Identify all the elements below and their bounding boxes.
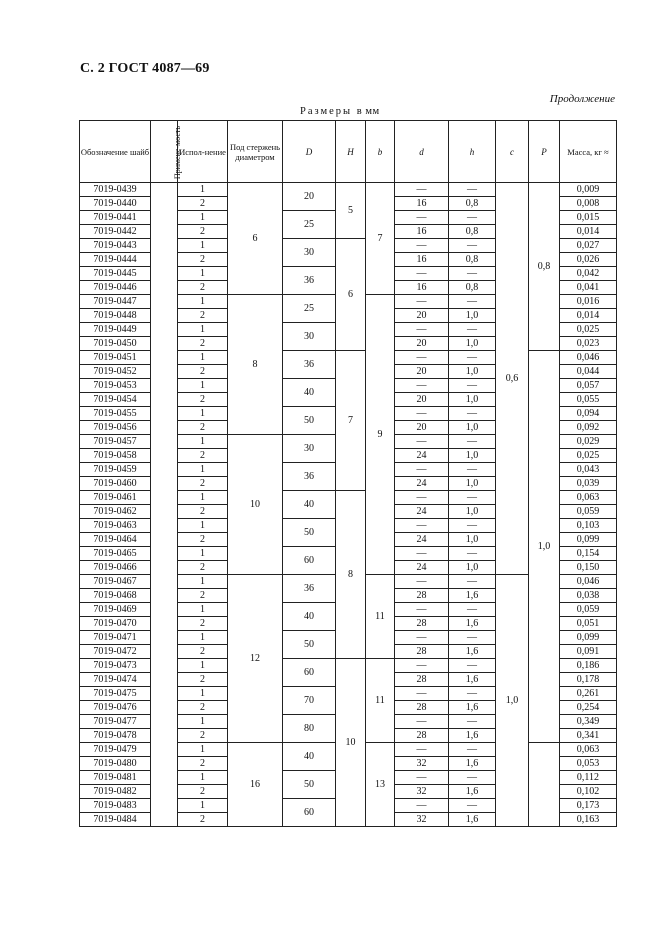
cell-mass: 0,041: [560, 281, 617, 295]
cell-version: 1: [178, 491, 228, 505]
cell-designation: 7019-0475: [80, 687, 151, 701]
cell-h: —: [449, 323, 496, 337]
cell-version: 1: [178, 379, 228, 393]
cell-designation: 7019-0440: [80, 197, 151, 211]
cell-version: 2: [178, 309, 228, 323]
cell-mass: 0,163: [560, 813, 617, 827]
cell-version: 2: [178, 701, 228, 715]
cell-h: 1,0: [449, 337, 496, 351]
cell-d: —: [395, 407, 449, 421]
cell-h: 1,0: [449, 365, 496, 379]
cell-designation: 7019-0449: [80, 323, 151, 337]
cell-version: 2: [178, 393, 228, 407]
cell-D: 50: [283, 771, 336, 799]
cell-version: 2: [178, 785, 228, 799]
cell-h: —: [449, 631, 496, 645]
cell-mass: 0,059: [560, 603, 617, 617]
cell-h: 1,0: [449, 309, 496, 323]
cell-version: 1: [178, 295, 228, 309]
cell-h: —: [449, 575, 496, 589]
cell-h: —: [449, 603, 496, 617]
cell-D: 70: [283, 687, 336, 715]
cell-d: —: [395, 603, 449, 617]
cell-H: 10: [336, 659, 366, 827]
cell-designation: 7019-0445: [80, 267, 151, 281]
cell-version: 1: [178, 463, 228, 477]
cell-d: —: [395, 519, 449, 533]
cell-d: 28: [395, 589, 449, 603]
cell-version: 2: [178, 197, 228, 211]
cell-designation: 7019-0466: [80, 561, 151, 575]
cell-d: —: [395, 267, 449, 281]
cell-mass: 0,025: [560, 323, 617, 337]
cell-rod-diameter: 12: [228, 575, 283, 743]
cell-designation: 7019-0467: [80, 575, 151, 589]
cell-P: 0,8: [529, 183, 560, 351]
cell-d: —: [395, 631, 449, 645]
cell-D: 60: [283, 659, 336, 687]
cell-d: 28: [395, 673, 449, 687]
cell-version: 2: [178, 673, 228, 687]
cell-mass: 0,026: [560, 253, 617, 267]
cell-mass: 0,063: [560, 743, 617, 757]
cell-h: —: [449, 267, 496, 281]
cell-mass: 0,053: [560, 757, 617, 771]
cell-h: 1,6: [449, 757, 496, 771]
cell-d: 28: [395, 701, 449, 715]
cell-designation: 7019-0482: [80, 785, 151, 799]
cell-version: 2: [178, 337, 228, 351]
cell-h: 1,0: [449, 421, 496, 435]
cell-d: 20: [395, 421, 449, 435]
page-title: С. 2 ГОСТ 4087—69: [80, 61, 210, 76]
cell-version: 2: [178, 561, 228, 575]
cell-D: 40: [283, 603, 336, 631]
cell-mass: 0,039: [560, 477, 617, 491]
cell-mass: 0,029: [560, 435, 617, 449]
cell-d: —: [395, 183, 449, 197]
cell-h: —: [449, 295, 496, 309]
cell-version: 1: [178, 351, 228, 365]
cell-designation: 7019-0469: [80, 603, 151, 617]
cell-d: 20: [395, 309, 449, 323]
cell-d: —: [395, 799, 449, 813]
cell-designation: 7019-0474: [80, 673, 151, 687]
cell-designation: 7019-0444: [80, 253, 151, 267]
cell-D: 36: [283, 267, 336, 295]
cell-D: 50: [283, 519, 336, 547]
column-D: D: [283, 121, 336, 183]
cell-designation: 7019-0447: [80, 295, 151, 309]
cell-designation: 7019-0472: [80, 645, 151, 659]
cell-mass: 0,043: [560, 463, 617, 477]
cell-D: 40: [283, 491, 336, 519]
cell-mass: 0,178: [560, 673, 617, 687]
cell-h: 1,6: [449, 813, 496, 827]
cell-h: 1,0: [449, 533, 496, 547]
cell-version: 2: [178, 533, 228, 547]
cell-d: 20: [395, 365, 449, 379]
cell-d: 24: [395, 449, 449, 463]
cell-mass: 0,063: [560, 491, 617, 505]
cell-designation: 7019-0464: [80, 533, 151, 547]
cell-h: —: [449, 519, 496, 533]
cell-b: 7: [366, 183, 395, 295]
cell-D: 30: [283, 239, 336, 267]
cell-H: 7: [336, 351, 366, 491]
cell-designation: 7019-0468: [80, 589, 151, 603]
cell-mass: 0,341: [560, 729, 617, 743]
cell-designation: 7019-0480: [80, 757, 151, 771]
cell-version: 1: [178, 407, 228, 421]
cell-h: —: [449, 211, 496, 225]
dimensions-caption: [300, 106, 380, 117]
column-applicability: [151, 121, 183, 183]
cell-h: —: [449, 687, 496, 701]
cell-mass: 0,059: [560, 505, 617, 519]
cell-version: 2: [178, 645, 228, 659]
cell-h: —: [449, 659, 496, 673]
column-d: d: [395, 121, 449, 183]
cell-H: 6: [336, 239, 366, 351]
cell-designation: 7019-0461: [80, 491, 151, 505]
cell-version: 2: [178, 813, 228, 827]
cell-h: 1,0: [449, 477, 496, 491]
cell-d: —: [395, 771, 449, 785]
cell-h: 1,6: [449, 645, 496, 659]
cell-b: 11: [366, 659, 395, 743]
cell-h: —: [449, 715, 496, 729]
cell-version: 1: [178, 435, 228, 449]
cell-mass: 0,091: [560, 645, 617, 659]
cell-version: 2: [178, 281, 228, 295]
cell-designation: 7019-0478: [80, 729, 151, 743]
cell-mass: 0,254: [560, 701, 617, 715]
cell-version: 1: [178, 603, 228, 617]
cell-D: 36: [283, 351, 336, 379]
cell-d: 16: [395, 197, 449, 211]
cell-h: —: [449, 743, 496, 757]
cell-version: 2: [178, 225, 228, 239]
cell-version: 2: [178, 589, 228, 603]
continuation-label: Продолжение: [549, 93, 615, 105]
cell-mass: 0,014: [560, 309, 617, 323]
cell-designation: 7019-0477: [80, 715, 151, 729]
cell-d: —: [395, 491, 449, 505]
cell-h: 0,8: [449, 253, 496, 267]
cell-rod-diameter: 10: [228, 435, 283, 575]
column-rod-diameter: Под стержень диаметром: [228, 121, 283, 183]
cell-h: —: [449, 379, 496, 393]
cell-designation: 7019-0446: [80, 281, 151, 295]
cell-c: 0,6: [496, 183, 529, 575]
cell-h: 1,6: [449, 785, 496, 799]
cell-version: 1: [178, 771, 228, 785]
cell-designation: 7019-0456: [80, 421, 151, 435]
cell-version: 1: [178, 519, 228, 533]
column-h: h: [449, 121, 496, 183]
cell-mass: 0,009: [560, 183, 617, 197]
cell-version: 1: [178, 239, 228, 253]
cell-mass: 0,112: [560, 771, 617, 785]
cell-version: 2: [178, 617, 228, 631]
cell-designation: 7019-0471: [80, 631, 151, 645]
cell-version: 1: [178, 631, 228, 645]
cell-d: 16: [395, 281, 449, 295]
cell-version: 2: [178, 757, 228, 771]
cell-d: 24: [395, 477, 449, 491]
cell-version: 1: [178, 799, 228, 813]
cell-d: 24: [395, 561, 449, 575]
cell-version: 2: [178, 477, 228, 491]
cell-d: 32: [395, 785, 449, 799]
cell-d: 16: [395, 225, 449, 239]
cell-D: 25: [283, 211, 336, 239]
cell-D: 50: [283, 407, 336, 435]
cell-d: 32: [395, 813, 449, 827]
cell-designation: 7019-0465: [80, 547, 151, 561]
cell-designation: 7019-0451: [80, 351, 151, 365]
cell-mass: 0,154: [560, 547, 617, 561]
cell-version: 2: [178, 729, 228, 743]
cell-designation: 7019-0439: [80, 183, 151, 197]
cell-h: 1,0: [449, 393, 496, 407]
cell-designation: 7019-0450: [80, 337, 151, 351]
cell-designation: 7019-0458: [80, 449, 151, 463]
cell-d: 28: [395, 729, 449, 743]
cell-h: 0,8: [449, 281, 496, 295]
cell-mass: 0,008: [560, 197, 617, 211]
cell-H: 8: [336, 491, 366, 659]
cell-designation: 7019-0442: [80, 225, 151, 239]
cell-designation: 7019-0448: [80, 309, 151, 323]
cell-h: —: [449, 547, 496, 561]
table-body: [80, 183, 617, 827]
cell-mass: 0,261: [560, 687, 617, 701]
cell-h: —: [449, 463, 496, 477]
cell-d: —: [395, 435, 449, 449]
cell-version: 1: [178, 687, 228, 701]
cell-d: —: [395, 463, 449, 477]
cell-H: 5: [336, 183, 366, 239]
cell-mass: 0,046: [560, 351, 617, 365]
cell-designation: 7019-0462: [80, 505, 151, 519]
cell-d: 24: [395, 505, 449, 519]
cell-designation: 7019-0460: [80, 477, 151, 491]
cell-mass: 0,014: [560, 225, 617, 239]
cell-version: 1: [178, 659, 228, 673]
cell-d: 24: [395, 533, 449, 547]
cell-designation: 7019-0470: [80, 617, 151, 631]
cell-d: —: [395, 547, 449, 561]
cell-h: —: [449, 799, 496, 813]
cell-mass: 0,057: [560, 379, 617, 393]
cell-b: 11: [366, 575, 395, 659]
cell-h: —: [449, 771, 496, 785]
washer-dimensions-table: [79, 120, 617, 827]
cell-D: 20: [283, 183, 336, 211]
cell-h: —: [449, 407, 496, 421]
cell-d: —: [395, 351, 449, 365]
cell-designation: 7019-0453: [80, 379, 151, 393]
cell-mass: 0,046: [560, 575, 617, 589]
cell-mass: 0,186: [560, 659, 617, 673]
cell-mass: 0,173: [560, 799, 617, 813]
cell-mass: 0,023: [560, 337, 617, 351]
cell-h: —: [449, 491, 496, 505]
table-header-row: [80, 121, 617, 183]
cell-d: 20: [395, 393, 449, 407]
cell-mass: 0,103: [560, 519, 617, 533]
cell-version: 2: [178, 253, 228, 267]
cell-h: 1,0: [449, 449, 496, 463]
cell-h: 0,8: [449, 225, 496, 239]
column-applicability-label: Примене-мость: [173, 125, 183, 179]
dimensions-caption-unit: в мм: [356, 106, 380, 117]
cell-d: —: [395, 239, 449, 253]
dimensions-caption-main: Размеры: [300, 106, 353, 117]
cell-d: 20: [395, 337, 449, 351]
cell-D: 40: [283, 743, 336, 771]
cell-h: —: [449, 435, 496, 449]
cell-d: —: [395, 743, 449, 757]
cell-h: —: [449, 183, 496, 197]
cell-d: 16: [395, 253, 449, 267]
cell-designation: 7019-0443: [80, 239, 151, 253]
cell-mass: 0,044: [560, 365, 617, 379]
cell-version: 1: [178, 575, 228, 589]
cell-D: 30: [283, 323, 336, 351]
cell-mass: 0,099: [560, 631, 617, 645]
cell-D: 25: [283, 295, 336, 323]
cell-D: 36: [283, 575, 336, 603]
cell-mass: 0,016: [560, 295, 617, 309]
cell-mass: 0,102: [560, 785, 617, 799]
cell-h: 1,0: [449, 561, 496, 575]
cell-d: 28: [395, 645, 449, 659]
cell-version: 2: [178, 505, 228, 519]
cell-version: 2: [178, 421, 228, 435]
cell-version: 1: [178, 743, 228, 757]
column-mass: Масса, кг ≈: [560, 121, 617, 183]
cell-version: 1: [178, 267, 228, 281]
cell-D: 40: [283, 379, 336, 407]
column-P: P: [529, 121, 560, 183]
cell-mass: 0,038: [560, 589, 617, 603]
cell-designation: 7019-0454: [80, 393, 151, 407]
cell-h: —: [449, 239, 496, 253]
column-H: H: [336, 121, 366, 183]
cell-mass: 0,051: [560, 617, 617, 631]
cell-designation: 7019-0473: [80, 659, 151, 673]
cell-rod-diameter: 16: [228, 743, 283, 827]
cell-version: 1: [178, 323, 228, 337]
cell-b: 13: [366, 743, 395, 827]
cell-designation: 7019-0484: [80, 813, 151, 827]
cell-mass: 0,055: [560, 393, 617, 407]
cell-d: —: [395, 379, 449, 393]
cell-applicability: [151, 183, 178, 827]
table-row: [80, 183, 617, 197]
cell-h: 1,6: [449, 673, 496, 687]
cell-mass: 0,349: [560, 715, 617, 729]
cell-d: —: [395, 295, 449, 309]
cell-d: —: [395, 211, 449, 225]
column-b: b: [366, 121, 395, 183]
cell-h: —: [449, 351, 496, 365]
cell-d: —: [395, 687, 449, 701]
cell-designation: 7019-0479: [80, 743, 151, 757]
cell-P: [529, 743, 560, 827]
cell-version: 1: [178, 183, 228, 197]
cell-D: 80: [283, 715, 336, 743]
cell-designation: 7019-0483: [80, 799, 151, 813]
cell-designation: 7019-0452: [80, 365, 151, 379]
column-designation: Обозначение шайб: [80, 121, 151, 183]
cell-d: —: [395, 575, 449, 589]
cell-version: 2: [178, 365, 228, 379]
cell-h: 1,6: [449, 701, 496, 715]
cell-h: 1,6: [449, 589, 496, 603]
cell-d: 32: [395, 757, 449, 771]
cell-mass: 0,092: [560, 421, 617, 435]
cell-h: 1,6: [449, 729, 496, 743]
cell-h: 1,6: [449, 617, 496, 631]
cell-d: 28: [395, 617, 449, 631]
cell-designation: 7019-0455: [80, 407, 151, 421]
cell-D: 60: [283, 547, 336, 575]
cell-designation: 7019-0457: [80, 435, 151, 449]
cell-h: 0,8: [449, 197, 496, 211]
cell-d: —: [395, 659, 449, 673]
cell-designation: 7019-0476: [80, 701, 151, 715]
cell-mass: 0,150: [560, 561, 617, 575]
cell-mass: 0,099: [560, 533, 617, 547]
cell-h: 1,0: [449, 505, 496, 519]
cell-rod-diameter: 8: [228, 295, 283, 435]
cell-version: 1: [178, 715, 228, 729]
cell-d: —: [395, 323, 449, 337]
column-c: c: [496, 121, 529, 183]
cell-rod-diameter: 6: [228, 183, 283, 295]
cell-D: 30: [283, 435, 336, 463]
cell-mass: 0,025: [560, 449, 617, 463]
cell-version: 1: [178, 211, 228, 225]
cell-d: —: [395, 715, 449, 729]
cell-mass: 0,042: [560, 267, 617, 281]
cell-designation: 7019-0459: [80, 463, 151, 477]
cell-c: 1,0: [496, 575, 529, 827]
cell-mass: 0,094: [560, 407, 617, 421]
column-version: Испол-нение: [178, 121, 228, 183]
cell-mass: 0,015: [560, 211, 617, 225]
cell-designation: 7019-0481: [80, 771, 151, 785]
cell-designation: 7019-0463: [80, 519, 151, 533]
cell-version: 1: [178, 547, 228, 561]
cell-D: 50: [283, 631, 336, 659]
cell-designation: 7019-0441: [80, 211, 151, 225]
cell-D: 36: [283, 463, 336, 491]
cell-mass: 0,027: [560, 239, 617, 253]
cell-b: 9: [366, 295, 395, 575]
cell-P: 1,0: [529, 351, 560, 743]
cell-version: 2: [178, 449, 228, 463]
cell-D: 60: [283, 799, 336, 827]
